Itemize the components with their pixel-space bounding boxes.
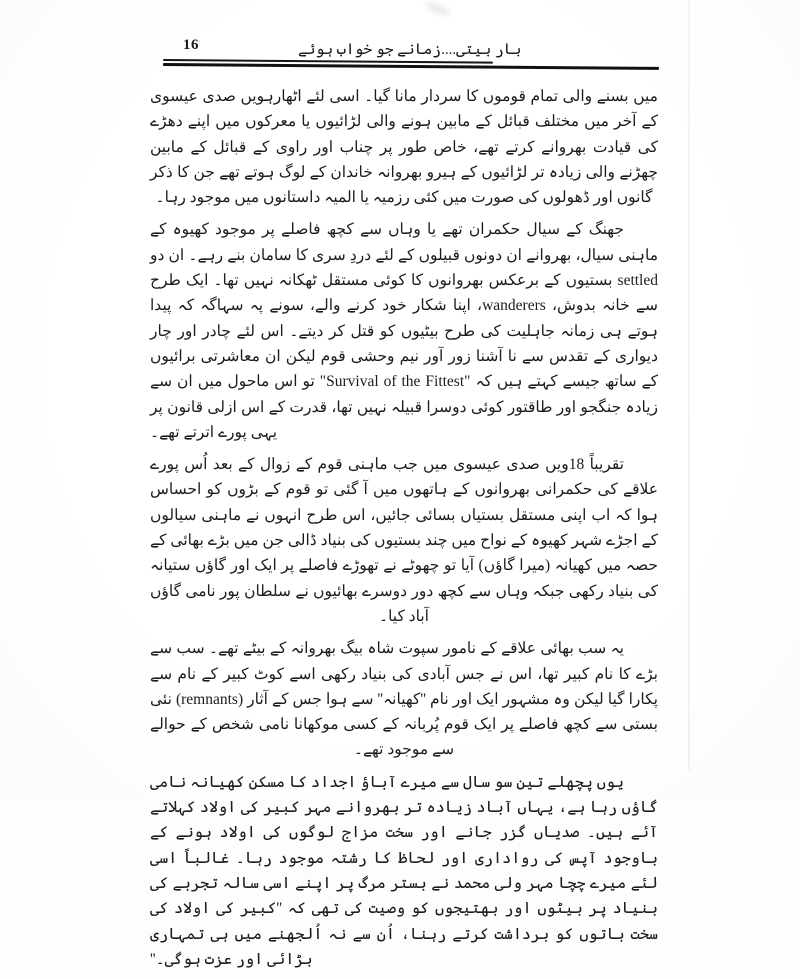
paragraph-2: جھنگ کے سیال حکمران تھے یا وہاں سے کچھ فاصلے پر موجود کھیوہ کے ماہنی سیال، بھروانے ان دونوں قبیلوں کے لئے دردِ سری کا سامان بنے رہے۔ ان دو settled بستیوں کے برعکس بھروانوں کا کوئی مستقل ٹھکانہ نہیں تھا۔ ایک طرح سے خانہ بدوش، wanderers، اپنا شکار خود کرنے والے، سونے پہ سہاگہ کہ پیدا ہوتے ہی زمانہ جاہلیت کی طرح بیٹیوں کو قتل کر دیتے۔ اس لئے چادر اور چار دیواری کے تقدس سے نا آشنا زور آور نیم وحشی قوم لیکن ان معاشرتی برائیوں کے ساتھ جیسے کہتے ہیں کہ "Survival of the Fittest" تو اس ماحول میں ان سے زیادہ جنگجو اور طاقتور کوئی دوسرا قبیلہ نہیں تھا، قدرت کے اس ازلی قانون پر یہی پورے اترتے تھے۔ (150, 217, 658, 445)
page-number: 16 (183, 37, 199, 54)
running-title: بار بیتی....زمانے جو خواب ہوئے (298, 40, 658, 59)
header-rule (163, 59, 659, 71)
header-rule-bottom-line (163, 63, 659, 69)
paragraph-3: تقریباً 18ویں صدی عیسوی میں جب ماہنی قوم کے زوال کے بعد اُس پورے علاقے کی حکمرانی بھروانوں کے ہاتھوں میں آ گئی تو قوم کے بڑوں کو احساس ہوا کہ اب اپنی مستقل بستیاں بسائی جائیں، اس طرح انہوں نے ماہنی سیالوں کے اجڑے شہر کھیوہ کے نواح میں چند بستیوں کی بنیاد ڈالی جن میں بڑے بھائی کے حصہ میں کھیانہ (میرا گاؤں) آیا تو چھوٹے نے تھوڑے فاصلے پر ایک اور گاؤں ستیانہ کی بنیاد رکھی جبکہ وہاں سے کچھ دور دوسرے بھائیوں نے سلطان پور نامی گاؤں آباد کیا۔ (150, 452, 658, 629)
scan-smudge (424, 0, 452, 19)
paragraph-5: یوں پچھلے تین سو سال سے میرے آباؤ اجداد کا مسکن کھیانہ نامی گاؤں رہا ہے، یہاں آباد زیادہ تر بھروانے مہر کبیر کی اولاد کہلاتے آئے ہیں۔ صدیاں گزر جانے اور سخت مزاج لوگوں کی اولاد ہونے کے باوجود آپس کی رواداری اور لحاظ کا رشتہ موجود رہا۔ غالباً اسی لئے میرے چچا مہر ولی محمد نے بستر مرگ پر اپنے اسی سالہ تجربے کی بنیاد پر بیٹوں اور بھتیجوں کو وصیت کی تھی کہ ''کبیر کی اولاد کی سخت باتوں کو برداشت کرتے رہنا، اُن سے نہ اُلجھنے میں ہی تمہاری بڑائی اور عزت ہوگی۔'' (150, 770, 658, 972)
body-text (150, 84, 658, 979)
paragraph-4: یہ سب بھائی علاقے کے نامور سپوت شاہ بیگ بھروانہ کے بیٹے تھے۔ سب سے بڑے کا نام کبیر تھا، اس نے جس آبادی کی بنیاد رکھی اسے کوٹ کبیر کے نام سے پکارا گیا لیکن وہ مشہور ایک اور نام ''کھیانہ'' سے ہوا جس کے آثار (remnants) نئی بستی سے کچھ فاصلے پر ایک قوم پُربانہ کے کسی موکھانا نامی شخص کے حوالے سے موجود تھے۔ (150, 636, 658, 762)
paragraph-1: میں بسنے والی تمام قوموں کا سردار مانا گیا۔ اسی لئے اٹھارہویں صدی عیسوی کے آخر میں مختلف قبائل کے مابین ہونے والی لڑائیوں یا معرکوں میں اپنے دھڑے کی قیادت بھروانے کرتے تھے، خاص طور پر چناب اور راوی کے قبائل کے مابین چھڑنے والی زیادہ تر لڑائیوں کے ہیرو بھروانہ خاندان کے لوگ ہوتے تھے جن کا ذکر گانوں اور ڈھولوں کی صورت میں کئی رزمیہ یا المیہ داستانوں میں موجود رہا۔ (150, 84, 658, 210)
page-edge (688, 0, 690, 770)
